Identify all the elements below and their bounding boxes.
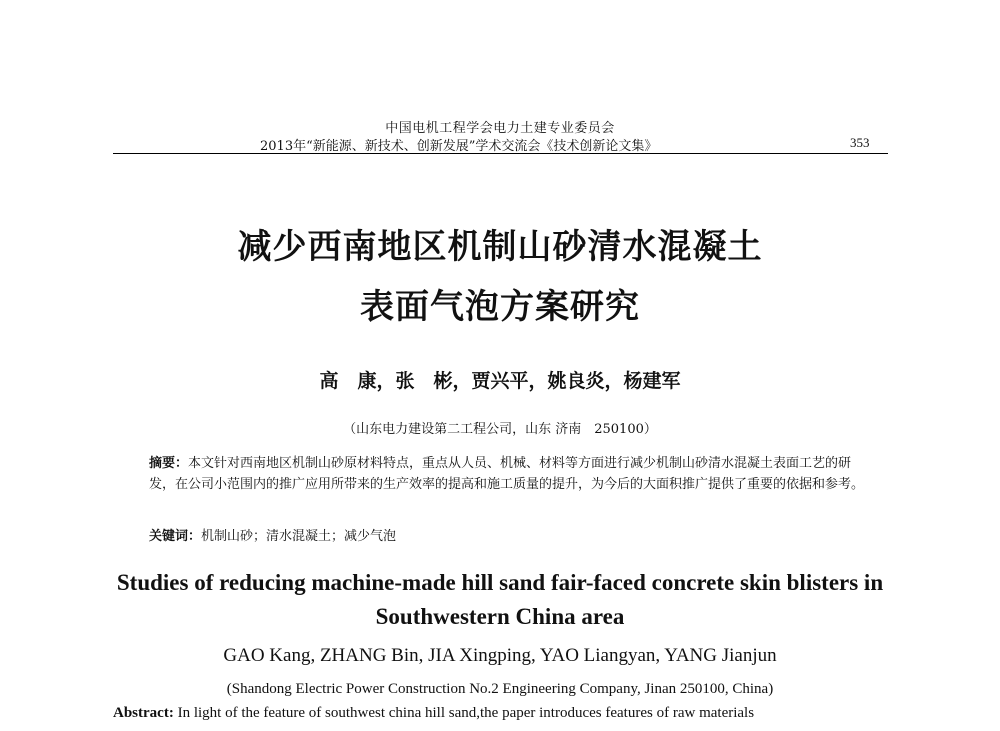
abstract-zh-label: 摘要：: [149, 456, 189, 471]
abstract-en-text: In light of the feature of southwest china hill sand,the paper introduces features of raw materials: [173, 705, 755, 721]
abstract-en-label: Abstract:: [113, 705, 174, 721]
authors-zh: 高 康，张 彬，贾兴平，姚良炎，杨建军: [319, 370, 681, 392]
page-number: 353: [850, 135, 870, 150]
keywords-zh-text: 机制山砂；清水混凝土；减少气泡: [201, 529, 397, 544]
affiliation-en: (Shandong Electric Power Construction No.2 Engineering Company, Jinan 250100, China): [226, 681, 774, 697]
title-zh-line2: 表面气泡方案研究: [360, 287, 640, 327]
abstract-zh: [149, 453, 869, 495]
abstract-zh-text: 本文针对西南地区机制山砂原材料特点，重点从人员、机械、材料等方面进行减少机制山砂清水混凝土表面工艺的研发，在公司小范围内的推广应用所带来的生产效率的提高和施工质量的提升，为今后的大面积推广提供了重要的依据和参考。: [149, 456, 865, 492]
abstract-en: [113, 705, 888, 722]
header-rule: [113, 153, 888, 154]
keywords-zh: [149, 525, 396, 544]
title-en-line1: Studies of reducing machine-made hill sand fair-faced concrete skin blisters in: [116, 570, 884, 595]
affiliation-zh: （山东电力建设第二工程公司，山东 济南 250100）: [343, 422, 657, 437]
title-en-line2: Southwestern China area: [375, 604, 625, 629]
keywords-zh-label: 关键词：: [149, 529, 202, 544]
authors-en: GAO Kang, ZHANG Bin, JIA Xingping, YAO Liangyan, YANG Jianjun: [223, 645, 777, 666]
header-conference: 2013年“新能源、新技术、创新发展”学术交流会《技术创新论文集》: [260, 139, 658, 154]
title-zh-line1: 减少西南地区机制山砂清水混凝土: [237, 227, 763, 267]
header-org: 中国电机工程学会电力土建专业委员会: [385, 121, 615, 136]
